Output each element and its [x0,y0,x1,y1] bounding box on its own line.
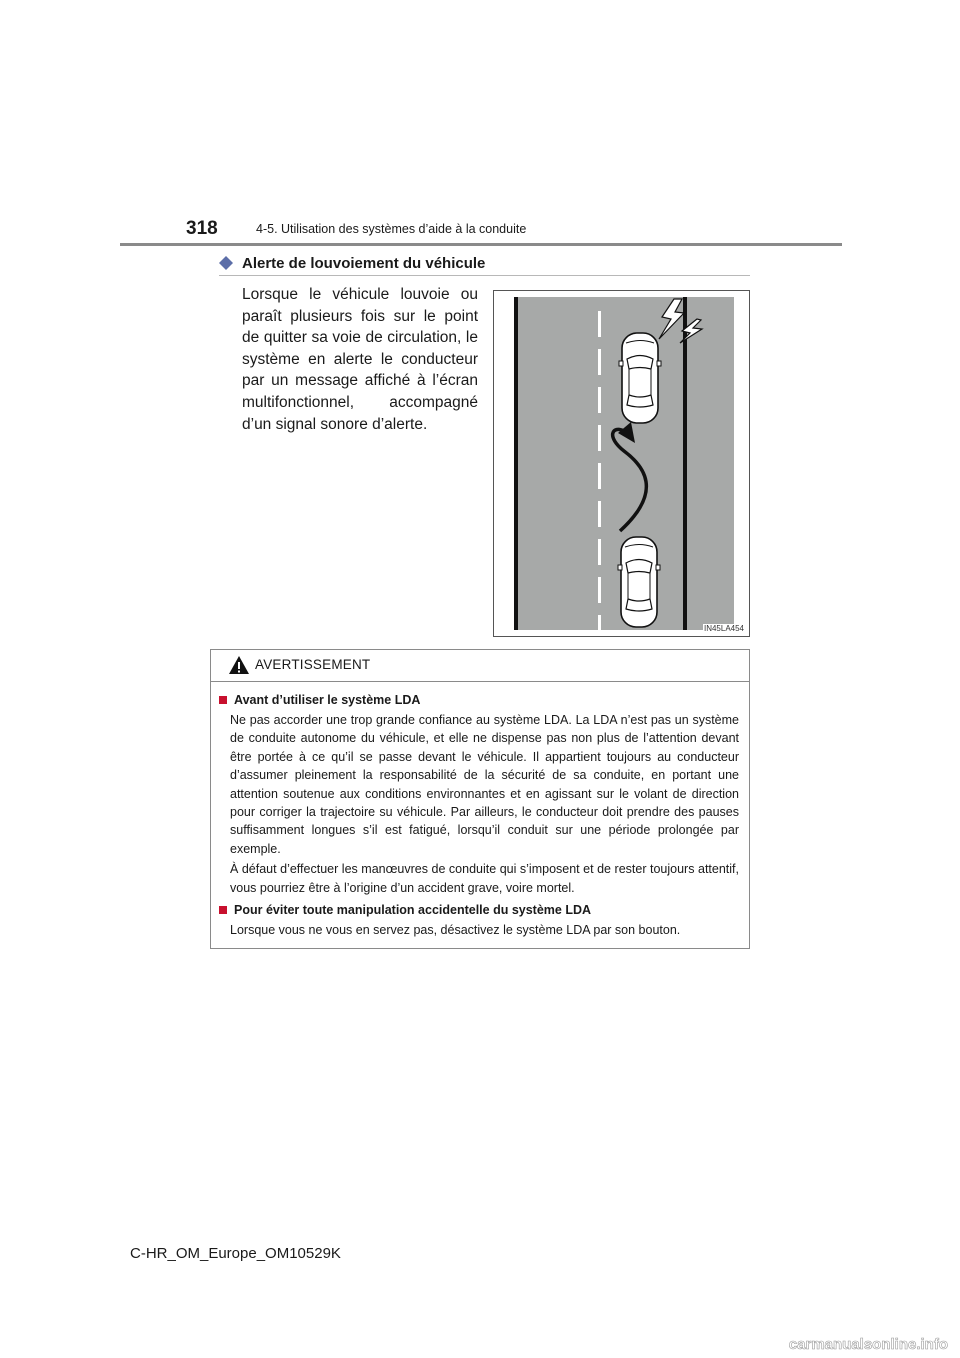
warning-paragraph: Lorsque vous ne vous en servez pas, désactivez le système LDA par son bouton. [230,923,681,938]
figure-code: IN45LA454 [703,624,744,633]
warning-item-heading-text: Avant d’utiliser le système LDA [234,693,421,707]
warning-box [210,649,750,949]
warning-header [211,650,749,682]
section-title: 4-5. Utilisation des systèmes d’aide à la conduite [256,222,527,236]
car-top [619,333,661,423]
warning-body [211,682,749,939]
left-edge-line [514,297,518,630]
car-bottom [618,537,660,627]
warning-item-heading [219,691,739,709]
sub-heading [219,254,750,276]
warning-triangle-icon [228,655,250,675]
warning-item-avoid-accidental [219,901,739,939]
warning-title: AVERTISSEMENT [255,657,371,672]
intro-text: Lorsque le véhicule louvoie ou paraît plusieurs fois sur le point de quitter sa voie de circulation, le système en alerte le conducteur par un message affiché à l’écran multifonctionnel, accompagné d’un signal sonore d’alerte. [242,286,478,433]
page-number: 318 [186,218,218,239]
diamond-icon [219,256,233,270]
warning-paragraph: Ne pas accorder une trop grande confiance au système LDA. La LDA n’est pas un système de conduite autonome du véhicule, et elle ne dispense pas non plus de l’attention devant être portée à ce qu’il se passe devant le véhicule. Il appartient toujours au conducteur d’assumer pleinement la responsabilité de la sécurité de sa conduite, en portant une attention soutenue aux conditions environnantes et en agissant sur le volant de direction pour corriger la trajectoire su véhicule. Par ailleurs, le conducteur doit prendre des pauses suffisamment longues s’il est fatigué, lorsqu’il conduit sur une période prolongée par exemple. [230,713,739,856]
header-rule [120,243,842,246]
sub-heading-text: Alerte de louvoiement du véhicule [242,255,486,272]
red-square-bullet-icon [219,906,227,914]
footer-document-code: C-HR_OM_Europe_OM10529K [130,1245,341,1262]
center-dashed-line [598,311,601,630]
svg-text:carmanualsonline.info: carmanualsonline.info [788,1336,948,1353]
lane-departure-figure [493,290,750,637]
right-edge-line [683,297,687,630]
warning-item-before-use [219,691,739,897]
warning-item-heading [219,901,739,919]
watermark-logo [768,1334,948,1354]
warning-item-heading-text: Pour éviter toute manipulation accidentelle du système LDA [234,903,592,918]
warning-paragraph: À défaut d’effectuer les manœuvres de conduite qui s’imposent et de rester toujours attentif, vous pourriez être à l’origine d’un accident grave, voire mortel. [230,862,739,895]
red-square-bullet-icon [219,696,227,704]
